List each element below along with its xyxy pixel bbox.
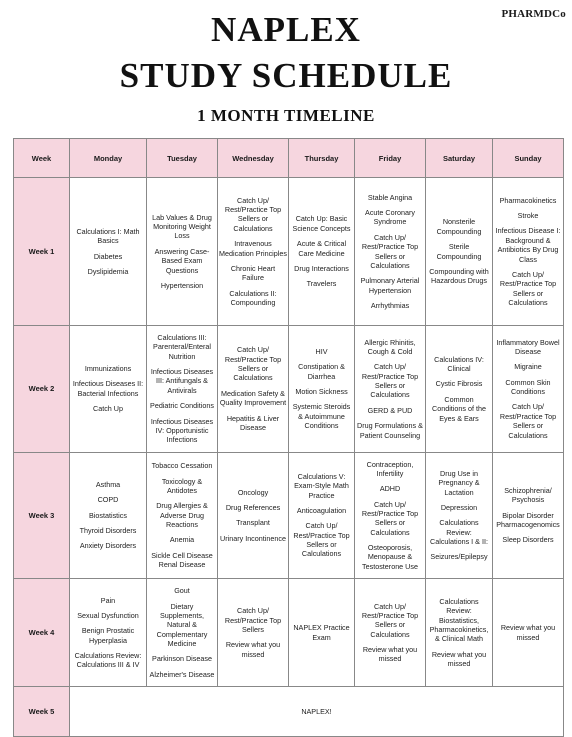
topic-item: Intravenous Medication Principles <box>219 239 287 258</box>
title-study-schedule: STUDY SCHEDULE <box>119 56 453 95</box>
day-cell-wednesday <box>218 326 289 453</box>
week-row <box>14 178 564 326</box>
day-cell-wednesday <box>218 579 289 687</box>
topic-item: Benign Prostatic Hyperplasia <box>81 626 135 645</box>
topic-item: Pain <box>100 595 116 605</box>
topic-item: Schizophrenia/ Psychosis <box>504 485 552 505</box>
day-cell-sunday <box>493 178 564 326</box>
topic-item: Tobacco Cessation <box>151 461 213 471</box>
topic-item: Medication Safety & Quality Improvement <box>219 388 287 408</box>
subtitle-timeline: 1 MONTH TIMELINE <box>197 106 375 125</box>
topic-item: Parkinson Disease <box>152 654 212 664</box>
day-cell-friday <box>355 178 426 326</box>
topic-item: Oncology <box>237 487 269 497</box>
topic-item: Hepatitis & Liver Disease <box>226 413 280 432</box>
topic-item: Calculations IV: Clinical <box>434 354 484 374</box>
topic-item: Nonsterile Compounding <box>436 217 482 236</box>
day-cell-tuesday <box>147 326 218 453</box>
brand-logo-text: PHARMDCo <box>501 8 566 20</box>
day-cell-tuesday <box>147 452 218 579</box>
topic-item: Review what you missed <box>225 640 281 659</box>
topic-item: NAPLEX Practice Exam <box>293 623 350 642</box>
topic-item: Infectious Diseases III: Antifungals & Antivirals <box>150 367 214 395</box>
topic-item: Asthma <box>95 479 121 489</box>
topic-item: Compounding with Hazardous Drugs <box>429 266 489 286</box>
topic-item: Catch Up/ Rest/Practice Top Sellers or Calculations <box>293 521 350 559</box>
topic-item: Chronic Heart Failure <box>230 263 276 283</box>
topic-item: Osteoporosis, Menopause & Testosterone Use <box>362 543 418 571</box>
header-tuesday: Tuesday <box>147 139 218 178</box>
day-cell-wednesday <box>218 452 289 579</box>
topic-item: Catch Up/ Rest/Practice Top Sellers or Calculations <box>499 269 557 307</box>
topic-item: Common Conditions of the Eyes & Ears <box>432 394 486 423</box>
day-cell-saturday <box>426 178 493 326</box>
topic-item: Transplant <box>236 518 270 528</box>
topic-item: Catch Up: Basic Science Concepts <box>292 214 351 233</box>
topic-item: Pharmacokinetics <box>499 195 557 205</box>
topic-item: Catch Up/ Rest/Practice Top Sellers or Calculations <box>361 362 419 400</box>
topic-item: Calculations V: Exam-Style Math Practice <box>294 471 349 500</box>
week-row <box>14 326 564 453</box>
header-saturday: Saturday <box>426 139 493 178</box>
week-label: Week 4 <box>14 579 70 687</box>
topic-item: Sterile Compounding <box>436 242 482 261</box>
topic-item: Anxiety Disorders <box>79 541 137 551</box>
topic-item: Acute Coronary Syndrome <box>365 208 415 227</box>
day-cell-saturday <box>426 326 493 453</box>
day-cell-monday <box>70 178 147 326</box>
topic-item: GERD & PUD <box>367 405 413 415</box>
topic-item: Stable Angina <box>367 192 413 202</box>
topic-item: Sexual Dysfunction <box>77 610 139 620</box>
topic-item: Drug Use in Pregnancy & Lactation <box>438 468 480 497</box>
topic-item: Infectious Diseases IV: Opportunistic Infections <box>150 416 214 445</box>
topic-item: Anemia <box>169 535 195 545</box>
topic-item: Calculations Review: Biostatistics, Pharmacokinetics, & Clinical Math <box>429 596 489 644</box>
day-cell-monday <box>70 579 147 687</box>
topic-item: Pulmonary Arterial Hypertension <box>360 276 420 295</box>
header-week: Week <box>14 139 70 178</box>
topic-item: Seizures/Epilepsy <box>430 552 488 562</box>
topic-item: Answering Case-Based Exam Questions <box>154 246 210 275</box>
topic-item: Calculations III: Parenteral/Enteral Nutrition <box>153 333 211 361</box>
topic-item: Calculations Review: Calculations III & IV <box>74 650 142 670</box>
day-cell-saturday <box>426 579 493 687</box>
topic-item: Drug Interactions <box>294 263 349 273</box>
topic-item: Pediatric Conditions <box>150 401 214 411</box>
day-cell-saturday <box>426 452 493 579</box>
topic-item: Catch Up <box>93 404 123 414</box>
day-cell-wednesday <box>218 178 289 326</box>
header-thursday: Thursday <box>289 139 355 178</box>
topic-item: Dietary Supplements, Natural & Complementary Medicine <box>156 601 208 648</box>
day-cell-friday <box>355 326 426 453</box>
topic-item: ADHD <box>379 484 401 494</box>
topic-item: Diabetes <box>93 251 123 261</box>
topic-item: Catch Up/ Rest/Practice Top Sellers <box>224 606 282 634</box>
day-cell-tuesday <box>147 579 218 687</box>
title-naplex: NAPLEX <box>211 10 361 49</box>
topic-item: Acute & Critical Care Medicine <box>296 239 347 258</box>
day-cell-thursday <box>289 579 355 687</box>
topic-item: Alzheimer's Disease <box>149 669 215 679</box>
topic-item: Biostatistics <box>89 510 127 520</box>
day-cell-sunday <box>493 326 564 453</box>
topic-item: Calculations Review: Calculations I & II: <box>430 518 488 547</box>
topic-item: Contraception, Infertility <box>366 459 414 478</box>
day-cell-thursday <box>289 452 355 579</box>
week-label: Week 1 <box>14 178 70 326</box>
topic-item: Infectious Diseases II: Bacterial Infections <box>72 379 144 398</box>
week-5-row <box>14 687 564 737</box>
topic-item: Constipation & Diarrhea <box>298 362 345 381</box>
topic-item: Travelers <box>306 279 337 289</box>
header-wednesday: Wednesday <box>218 139 289 178</box>
topic-item: Stroke <box>517 211 539 221</box>
week-label: Week 3 <box>14 452 70 579</box>
topic-item: Catch Up/ Rest/Practice Top Sellers or Calculations <box>224 195 282 233</box>
day-cell-monday <box>70 452 147 579</box>
header-row <box>14 139 564 178</box>
header-sunday: Sunday <box>493 139 564 178</box>
week-label: Week 2 <box>14 326 70 453</box>
topic-item: Review what you missed <box>500 623 556 642</box>
day-cell-thursday <box>289 178 355 326</box>
topic-item: Calculations II: Compounding <box>229 288 277 307</box>
topic-item: Systemic Steroids & Autoimmune Conditions <box>292 402 351 431</box>
topic-item: Inflammatory Bowel Disease <box>496 337 560 357</box>
schedule-table <box>13 138 564 737</box>
topic-item: Catch Up/ Rest/Practice Top Sellers or Calculations <box>499 402 557 440</box>
topic-item: Bipolar Disorder Pharmacogenomics <box>496 510 560 530</box>
day-cell-friday <box>355 452 426 579</box>
naplex-exam-cell: NAPLEX! <box>70 687 564 737</box>
day-cell-sunday <box>493 579 564 687</box>
topic-item: Migraine <box>514 362 542 372</box>
topic-item: Sickle Cell Disease Renal Disease <box>151 550 213 570</box>
topic-item: Toxicology & Antidotes <box>161 476 203 495</box>
day-cell-monday <box>70 326 147 453</box>
topic-item: Catch Up/ Rest/Practice Top Sellers or Calculations <box>361 601 419 639</box>
topic-item: Thyroid Disorders <box>79 526 137 536</box>
topic-item: Dyslipidemia <box>87 266 129 276</box>
topic-item: Anticoagulation <box>296 506 347 516</box>
week-label: Week 5 <box>14 687 70 737</box>
topic-item: Lab Values & Drug Monitoring Weight Loss <box>152 212 212 241</box>
day-cell-friday <box>355 579 426 687</box>
topic-item: Allergic Rhinitis, Cough & Cold <box>364 337 416 357</box>
topic-item: Urinary Incontinence <box>220 533 286 543</box>
topic-item: Catch Up/ Rest/Practice Top Sellers or Calculations <box>361 499 419 537</box>
topic-item: Depression <box>440 503 478 513</box>
week-row <box>14 452 564 579</box>
topic-item: Cystic Fibrosis <box>435 379 483 389</box>
topic-item: Common Skin Conditions <box>505 377 551 397</box>
week-row <box>14 579 564 687</box>
topic-item: Immunizations <box>84 364 132 374</box>
topic-item: Drug Formulations & Patient Counseling <box>357 421 423 440</box>
topic-item: Calculations I: Math Basics <box>76 226 140 246</box>
topic-item: Catch Up/ Rest/Practice Top Sellers or Calculations <box>224 345 282 383</box>
day-cell-sunday <box>493 452 564 579</box>
header-monday: Monday <box>70 139 147 178</box>
topic-item: Infectious Disease I: Background & Antibiotics By Drug Class <box>495 226 561 264</box>
topic-item: Gout <box>174 586 190 596</box>
topic-item: Review what you missed <box>362 644 418 664</box>
topic-item: HIV <box>315 347 328 357</box>
topic-item: Drug Allergies & Adverse Drug Reactions <box>156 501 208 530</box>
topic-item: Drug References <box>225 503 281 513</box>
topic-item: Catch Up/ Rest/Practice Top Sellers or Calculations <box>361 232 419 270</box>
topic-item: COPD <box>97 495 119 505</box>
topic-item: Review what you missed <box>431 649 487 669</box>
header-friday: Friday <box>355 139 426 178</box>
day-cell-tuesday <box>147 178 218 326</box>
topic-item: Motion Sickness <box>295 387 348 397</box>
day-cell-thursday <box>289 326 355 453</box>
topic-item: Hypertension <box>160 280 204 290</box>
topic-item: Sleep Disorders <box>502 535 554 545</box>
topic-item: Arrhythmias <box>370 300 410 310</box>
